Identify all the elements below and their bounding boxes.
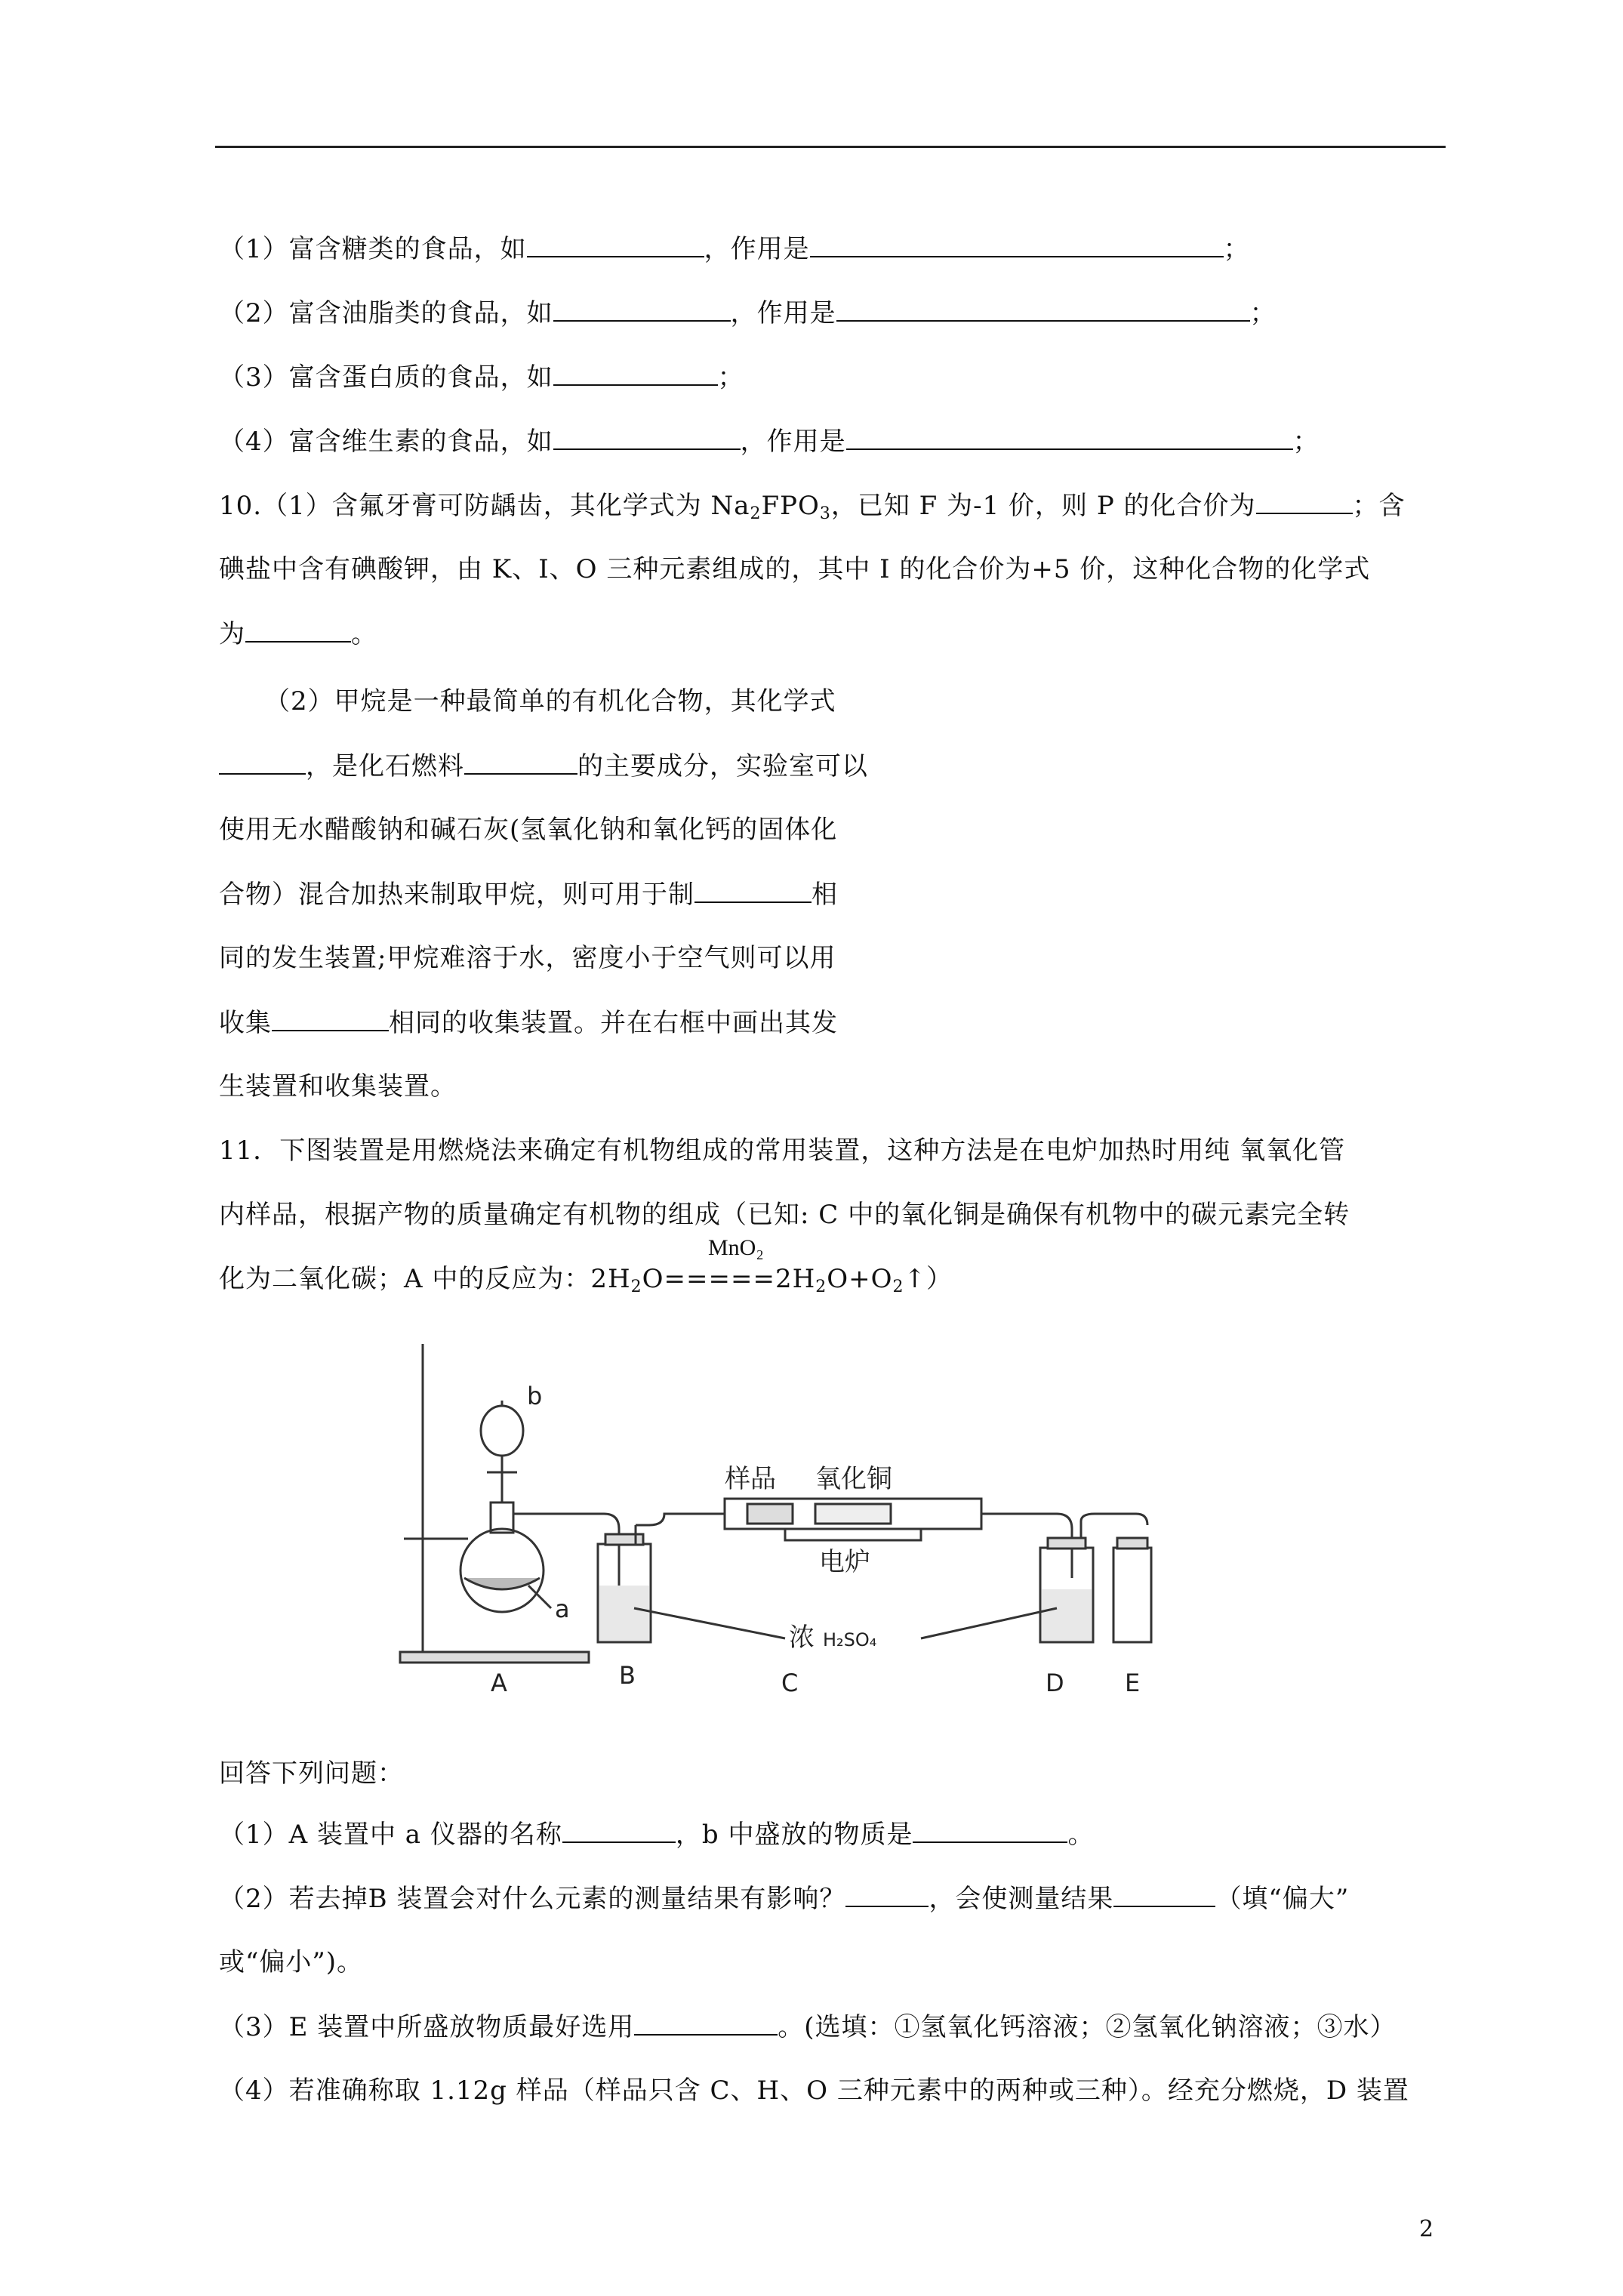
catalyst-label: MnO₂ [708,1235,764,1260]
label-A: A [491,1669,507,1697]
q10-p2-line-4: 合物）混合加热来制取甲烷，则可用于制 相 [219,876,838,913]
label-b: b [527,1382,543,1410]
page-number: 2 [1419,2216,1434,2242]
bottle-e [1113,1548,1151,1642]
label-acid: 浓 [789,1623,815,1653]
stand-base [400,1652,589,1663]
label-B: B [619,1661,636,1690]
q11-answer-1: （1）A 装置中 a 仪器的名称 ，b 中盛放的物质是 。 [219,1816,1094,1853]
label-acid-formula: H₂SO₄ [823,1629,877,1650]
label-cuo: 氧化铜 [815,1464,892,1494]
q11-line-3: 化为二氧化碳；A 中的反应为：$2H_2O=====2H_2O+O_2↑$） [219,1264,953,1296]
q10-p2-line-2: ，是化石燃料 的主要成分，实验室可以 [219,747,868,784]
q11-answer-4: （4）若准确称取 1.12g 样品（样品只含 C、H、O 三种元素中的两种或三种）。经充分燃烧，D 装置 [219,2076,1409,2106]
q10-p2-line-5: 同的发生装置;甲烷难溶于水，密度小于空气则可以用 [219,943,836,973]
q10-line-1: 10.（1）含氟牙膏可防龋齿，其化学式为 $Na_2FPO_3$，已知 F 为-1 价，则 P 的化合价为 ；含 [219,487,1406,532]
apparatus-figure [393,1336,1155,1710]
label-a: a [555,1595,570,1623]
label-C: C [781,1669,799,1697]
q10-p2-line-7: 生装置和收集装置。 [219,1071,457,1102]
label-furnace: 电炉 [819,1547,870,1577]
q11-line-1: 11．下图装置是用燃烧法来确定有机物组成的常用装置，这种方法是在电炉加热时用纯 氧氧化管 [219,1136,1346,1166]
q10-p2-line-6: 收集 相同的收集装置。并在右框中画出其发 [219,1004,838,1041]
label-sample: 样品 [725,1464,776,1494]
header-rule [215,146,1446,148]
label-D: D [1046,1669,1064,1697]
food-line-3: （3）富含蛋白质的食品，如 ； [219,359,744,396]
q10-line-3: 为 。 [219,615,377,652]
apparatus-diagram [393,1336,1155,1710]
label-E: E [1125,1669,1141,1697]
q11-line-2: 内样品，根据产物的质量确定有机物的组成（已知: C 中的氧化铜是确保有机物中的碳元素完全转 [219,1200,1350,1230]
answer-prompt: 回答下列问题： [219,1758,404,1789]
q11-answer-2-cont: 或“偏小”)。 [219,1947,364,1977]
q11-answer-2: （2）若去掉B 装置会对什么元素的测量结果有影响？ ，会使测量结果 （填“偏大” [219,1880,1349,1917]
q10-line-2: 碘盐中含有碘酸钾，由 K、I、O 三种元素组成的，其中 I 的化合价为+5 价，这种化合物的化学式 [219,554,1371,584]
q11-answer-3: （3）E 装置中所盛放物质最好选用 。(选填：①氢氧化钙溶液；②氢氧化钠溶液；③水） [219,2008,1397,2045]
flask-a [460,1529,544,1612]
q10-p2-line-1: （2）甲烷是一种最简单的有机化合物，其化学式 [264,686,836,717]
funnel-b [481,1406,523,1456]
food-line-4: （4）富含维生素的食品，如 ，作用是 ； [219,423,1320,460]
furnace [785,1529,921,1540]
food-line-1: （1）富含糖类的食品，如 ，作用是 ； [219,230,1250,267]
food-line-2: （2）富含油脂类的食品，如 ，作用是 ； [219,294,1277,331]
q10-p2-line-3: 使用无水醋酸钠和碱石灰(氢氧化钠和氧化钙的固体化 [219,815,838,845]
